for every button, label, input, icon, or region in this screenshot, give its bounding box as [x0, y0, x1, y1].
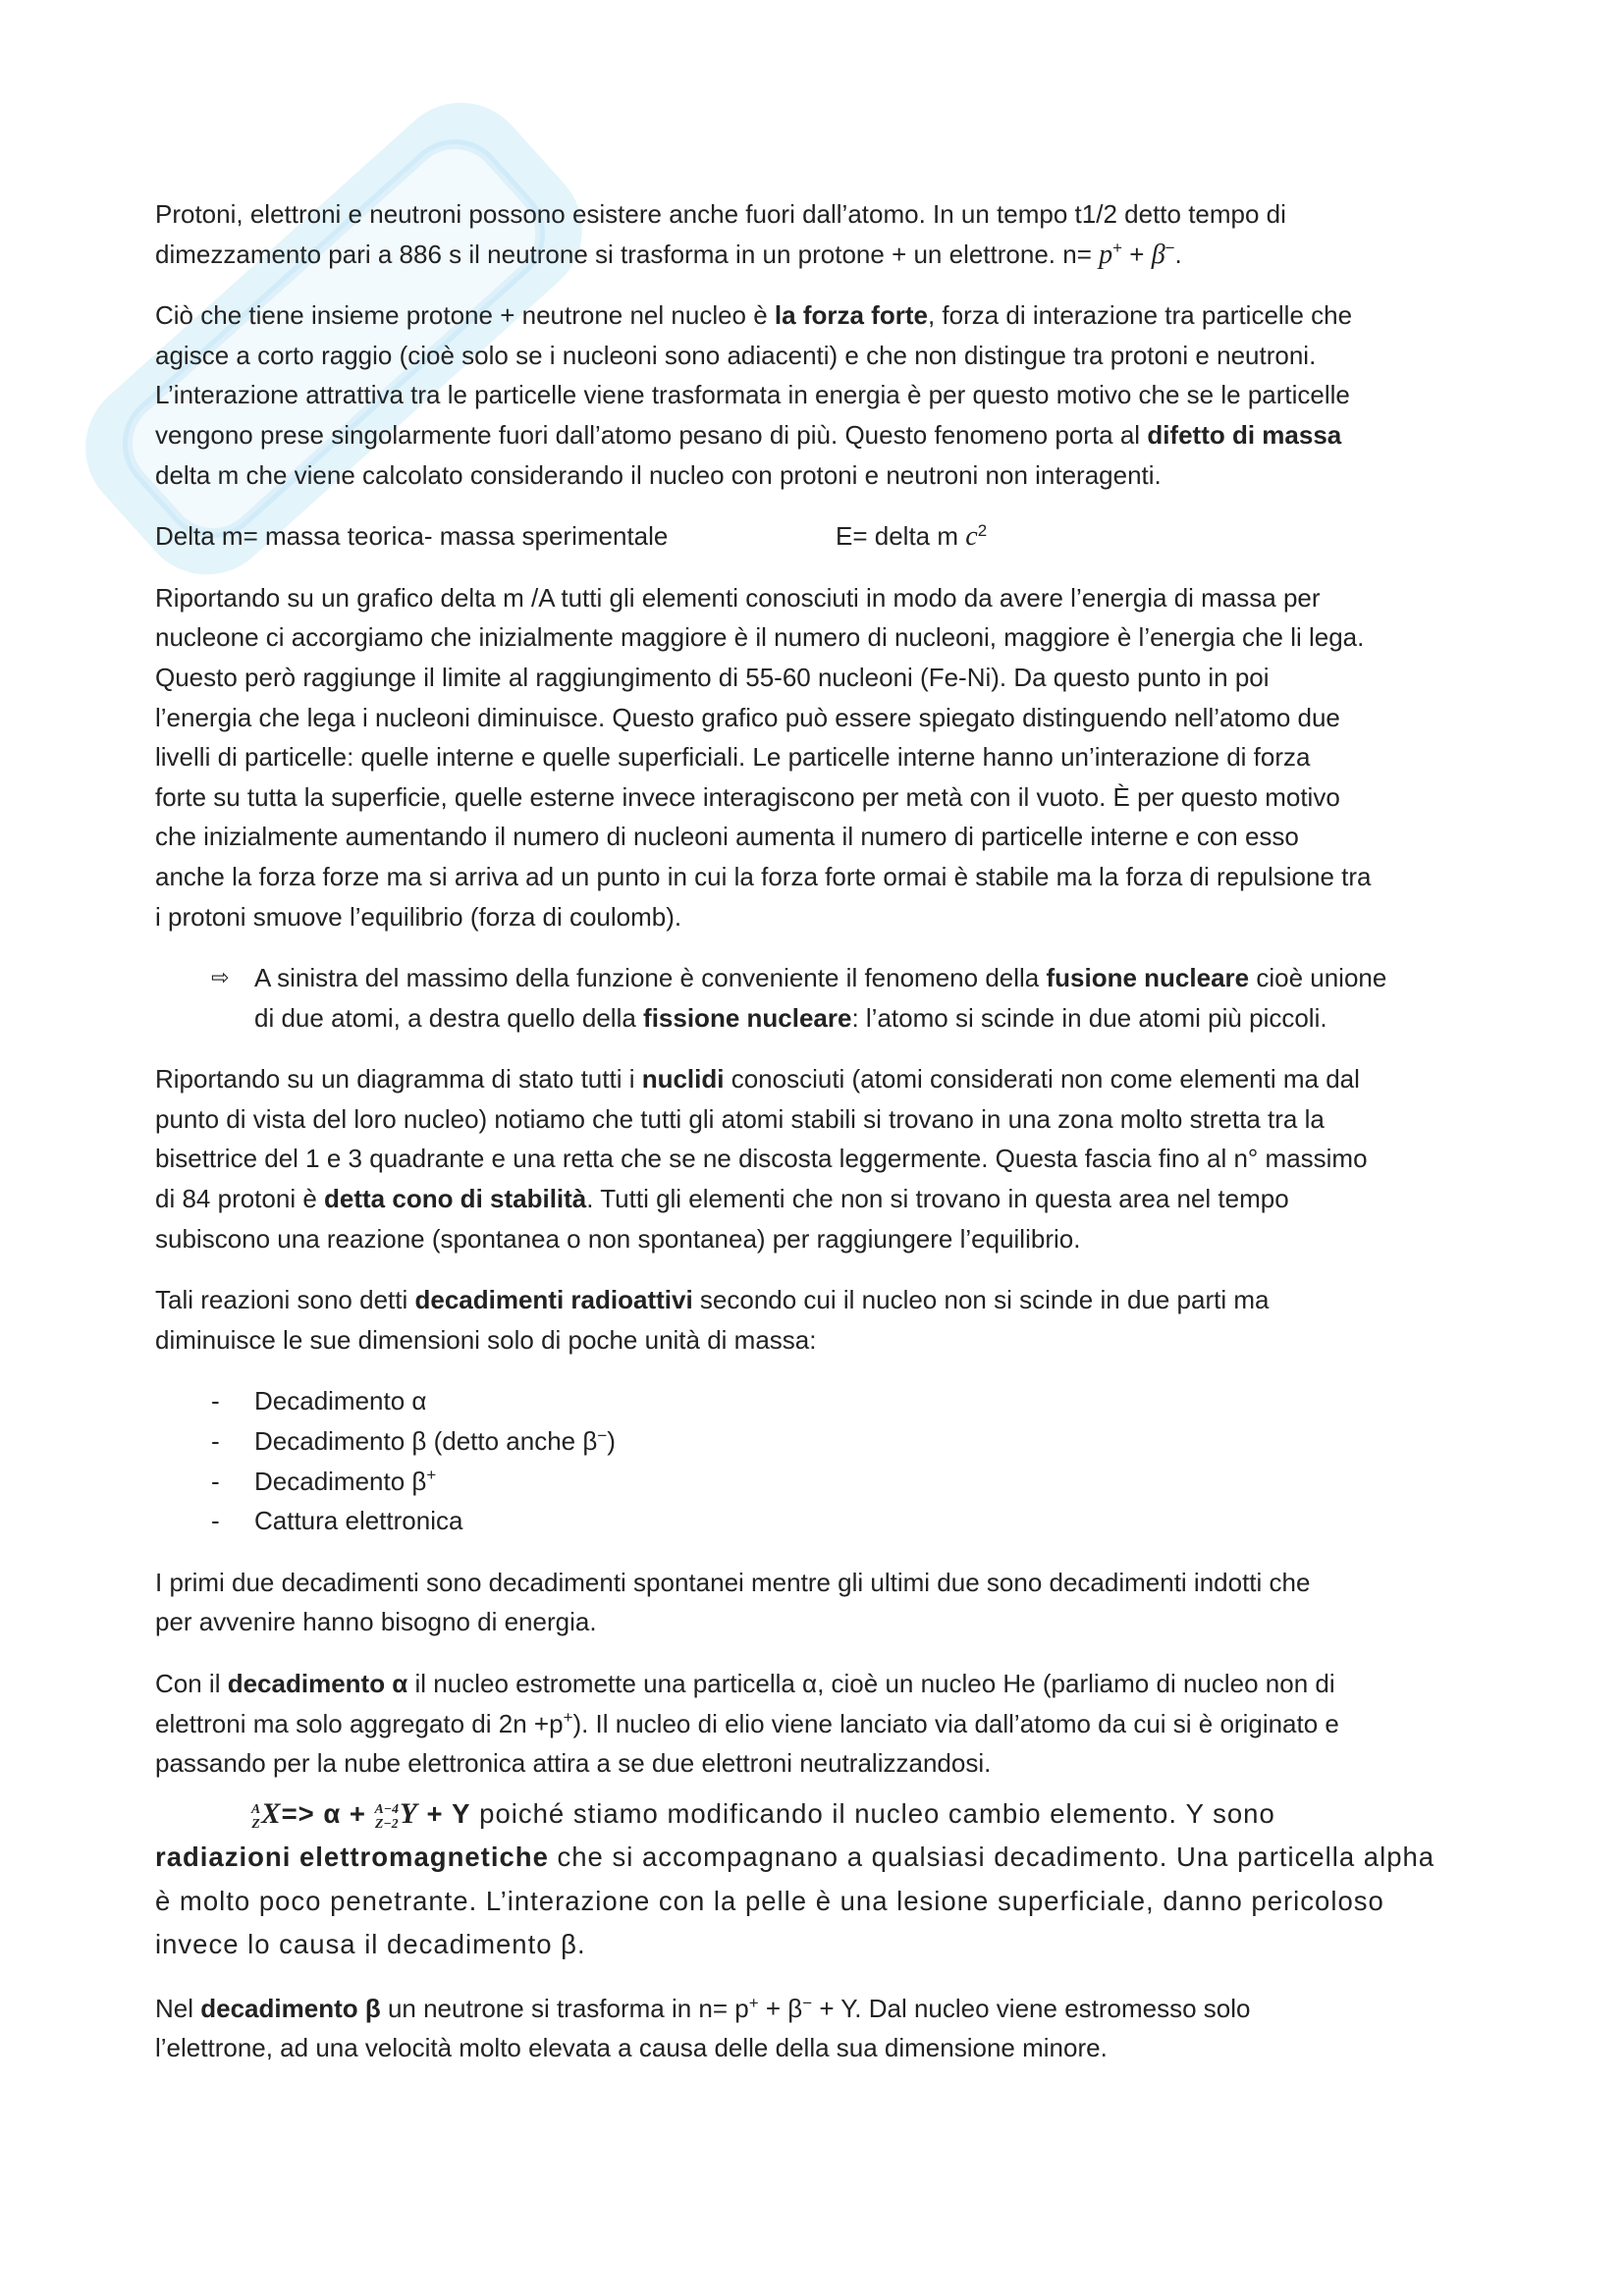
text-run: Riportando su un grafico delta m /A tutti gli elementi conosciuti in modo da avere l’energia di massa per [155, 582, 1321, 613]
nuclide-prescript [251, 1802, 260, 1831]
text-run: ) [607, 1426, 616, 1457]
text-line [155, 1099, 1530, 1140]
bold-text: => α + [281, 1797, 375, 1829]
superscript: + [1112, 239, 1123, 258]
paragraph [155, 194, 1530, 274]
nuclide-prescript [375, 1802, 399, 1831]
text-line [155, 698, 1530, 738]
list-item [155, 1462, 1530, 1502]
text-run: Decadimento β (detto anche β [254, 1426, 598, 1457]
text-run: l’energia che lega i nucleoni diminuisce. Questo grafico può essere spiegato distinguendo nell’atomo due [155, 702, 1340, 732]
text-run: Decadimento β [254, 1466, 427, 1496]
text-run: il nucleo estromette una particella α, cioè un nucleo He (parliamo di nucleo non di [407, 1669, 1335, 1698]
text-run: poiché stiamo modificando il nucleo cambio elemento. Υ sono [470, 1797, 1275, 1829]
text-line [155, 658, 1530, 698]
paragraph [155, 295, 1530, 495]
text-line [155, 1664, 1530, 1704]
text-run: invece lo causa il decadimento β. [155, 1929, 586, 1960]
list-dash: - [211, 1506, 220, 1536]
text-run: Decadimento α [254, 1386, 427, 1416]
text-run: punto di vista del loro nucleo) notiamo che tutti gli atomi stabili si trovano in una zona molto stretta tra la [155, 1103, 1325, 1134]
text-run: Questo però raggiunge il limite al raggiungimento di 55-60 nucleoni (Fe-Ni). Da questo punto in poi [155, 662, 1270, 692]
math-variable: Y [400, 1797, 418, 1830]
text-line [155, 2028, 1530, 2068]
text-run: di 84 protoni è [155, 1184, 325, 1214]
text-run: + [1122, 239, 1152, 269]
text-line [155, 897, 1530, 937]
text-run: che si accompagnano a qualsiasi decadimento. Una particella alpha [548, 1842, 1435, 1873]
text-line [155, 1880, 1530, 1924]
paragraph [155, 1664, 1530, 1784]
paragraph [155, 1989, 1530, 2068]
text-line [155, 1179, 1530, 1219]
text-line [155, 578, 1530, 618]
list-dash: - [211, 1426, 220, 1457]
arrow-bullet-item [155, 958, 1530, 1038]
paragraph [155, 578, 1530, 936]
text-line [155, 336, 1530, 376]
list-item [155, 1421, 1530, 1462]
text-run: Protoni, elettroni e neutroni possono esistere anche fuori dall’atomo. In un tempo t1/2 detto tempo di [155, 199, 1286, 229]
text-run: bisettrice del 1 e 3 quadrante e una retta che se ne discosta leggermente. Questa fascia fino al n° massimo [155, 1144, 1368, 1174]
text-line [155, 617, 1530, 658]
text-run: forte su tutta la superficie, quelle esterne invece interagiscono per metà con il vuoto. È per questo motivo [155, 781, 1340, 812]
paragraph [155, 1563, 1530, 1642]
bold-text: decadimenti radioattivi [414, 1285, 693, 1315]
text-line [155, 1989, 1530, 2029]
text-run: . [1174, 239, 1182, 269]
text-run: . Tutti gli elementi che non si trovano in questa area nel tempo [586, 1184, 1289, 1214]
bold-text: decadimento α [227, 1669, 408, 1698]
text-line [155, 415, 1530, 455]
atomic-number: Z [251, 1815, 260, 1831]
text-line [155, 1139, 1530, 1179]
math-variable: c [965, 521, 978, 553]
arrow-bullet-icon: ⇨ [211, 965, 230, 991]
text-run: Tali reazioni sono detti [155, 1285, 415, 1315]
text-line [155, 1059, 1530, 1099]
text-run: cioè unione [1249, 963, 1387, 993]
text-run: è molto poco penetrante. L’interazione con la pelle è una lesione superficiale, danno pericoloso [155, 1885, 1384, 1916]
superscript: + [426, 1466, 437, 1485]
text-line [155, 1602, 1530, 1642]
text-line [155, 1320, 1530, 1361]
text-run: nucleone ci accorgiamo che inizialmente maggiore è il numero di nucleoni, maggiore è l’energia che li lega. [155, 622, 1365, 653]
text-run: per avvenire hanno bisogno di energia. [155, 1607, 597, 1637]
text-run: di due atomi, a destra quello della [254, 1002, 644, 1033]
equation-line [155, 1792, 1530, 1837]
superscript: + [563, 1708, 573, 1728]
text-line [155, 455, 1530, 496]
text-line [155, 1563, 1530, 1603]
text-run: un neutrone si trasforma in n= p [380, 1993, 749, 2023]
superscript: − [802, 1993, 813, 2012]
text-run: subiscono una reazione (spontanea o non spontanea) per raggiungere l’equilibrio. [155, 1223, 1081, 1254]
text-line [155, 998, 1530, 1039]
text-run: Ciò che tiene insieme protone + neutrone nel nucleo è [155, 300, 775, 331]
text-run: L’interazione attrattiva tra le particelle viene trasformata in energia è per questo motivo che se le particelle [155, 380, 1350, 410]
text-run: i protoni smuove l’equilibrio (forza di coulomb). [155, 901, 682, 932]
text-run: Cattura elettronica [254, 1506, 463, 1536]
list-dash: - [211, 1466, 220, 1496]
text-run: + β [758, 1993, 803, 2023]
text-line [155, 777, 1530, 818]
text-run: Nel [155, 1993, 201, 2023]
text-line [155, 737, 1530, 777]
math-variable: X [261, 1797, 282, 1830]
paragraph [155, 1059, 1530, 1258]
text-run: livelli di particelle: quelle interne e quelle superficiali. Le particelle interne hanno un’interazione di forza [155, 742, 1311, 773]
formula-paragraph [155, 516, 1530, 557]
text-run: che inizialmente aumentando il numero di nucleoni aumenta il numero di particelle interne e con esso [155, 822, 1299, 852]
math-variable: p [1099, 239, 1113, 270]
text-run: + Υ. Dal nucleo viene estromesso solo [812, 1993, 1251, 2023]
bold-text: radiazioni elettromagnetiche [155, 1842, 549, 1873]
text-line [155, 1743, 1530, 1784]
text-run: vengono prese singolarmente fuori dall’atomo pesano di più. Questo fenomeno porta al [155, 419, 1148, 450]
text-line [155, 1280, 1530, 1320]
text-line [155, 1836, 1530, 1880]
document-body [155, 194, 1530, 2090]
text-run: Riportando su un diagramma di stato tutti i [155, 1064, 642, 1095]
decay-equation-paragraph [155, 1784, 1530, 1967]
text-line [155, 1704, 1530, 1744]
text-run: secondo cui il nucleo non si scinde in due parti ma [692, 1285, 1270, 1315]
text-run: Con il [155, 1669, 228, 1698]
superscript: + [748, 1993, 759, 2012]
bold-text: nuclidi [641, 1064, 725, 1095]
bold-text: decadimento β [200, 1993, 381, 2023]
text-run: conosciuti (atomi considerati non come elementi ma dal [724, 1064, 1360, 1095]
atomic-number: Z−2 [375, 1815, 399, 1831]
text-line [155, 235, 1530, 275]
paragraph [155, 1280, 1530, 1360]
bold-text: detta cono di stabilità [324, 1184, 587, 1214]
math-variable: β [1151, 239, 1165, 270]
bold-text: difetto di massa [1147, 419, 1342, 450]
superscript: − [1164, 239, 1175, 258]
text-line [155, 516, 1530, 557]
bold-text: + Υ [417, 1797, 471, 1829]
text-run: diminuisce le sue dimensioni solo di poche unità di massa: [155, 1324, 817, 1355]
text-line [155, 1923, 1530, 1967]
text-run: elettroni ma solo aggregato di 2n +p [155, 1708, 564, 1738]
list-item [155, 1381, 1530, 1421]
decay-list [155, 1381, 1530, 1540]
text-run: anche la forza forze ma si arriva ad un punto in cui la forza forte ormai è stabile ma la forza di repulsione tra [155, 861, 1372, 891]
text-run: delta m che viene calcolato considerando il nucleo con protoni e neutroni non interagenti. [155, 459, 1162, 490]
mass-defect-formula: Delta m= massa teorica- massa sperimentale [155, 521, 669, 552]
superscript: − [597, 1425, 608, 1445]
text-line [155, 295, 1530, 336]
text-run: dimezzamento pari a 886 s il neutrone si trasforma in un protone + un elettrone. n= [155, 239, 1100, 269]
text-line [155, 857, 1530, 897]
text-line [155, 817, 1530, 857]
text-run: ). Il nucleo di elio viene lanciato via dall’atomo da cui si è originato e [572, 1708, 1339, 1738]
bold-text: la forza forte [774, 300, 928, 331]
superscript: 2 [977, 520, 988, 540]
bold-text: fissione nucleare [643, 1002, 852, 1033]
list-item [155, 1501, 1530, 1541]
text-line [155, 375, 1530, 415]
text-run: , forza di interazione tra particelle che [927, 300, 1353, 331]
text-line [155, 958, 1530, 998]
mass-number: A [251, 1801, 261, 1817]
energy-formula: E= delta m [836, 521, 966, 552]
list-dash: - [211, 1386, 220, 1416]
mass-number: A−4 [374, 1801, 400, 1817]
text-run: : l’atomo si scinde in due atomi più piccoli. [851, 1002, 1327, 1033]
text-run: l’elettrone, ad una velocità molto elevata a causa delle della sua dimensione minore. [155, 2033, 1108, 2063]
text-line [155, 194, 1530, 235]
bold-text: fusione nucleare [1046, 963, 1250, 993]
text-run: agisce a corto raggio (cioè solo se i nucleoni sono adiacenti) e che non distingue tra protoni e neutroni. [155, 340, 1317, 370]
text-run: A sinistra del massimo della funzione è conveniente il fenomeno della [254, 963, 1047, 993]
text-run: I primi due decadimenti sono decadimenti spontanei mentre gli ultimi due sono decadimenti indotti che [155, 1567, 1311, 1597]
text-line [155, 1219, 1530, 1259]
text-run: passando per la nube elettronica attira a se due elettroni neutralizzandosi. [155, 1748, 992, 1779]
